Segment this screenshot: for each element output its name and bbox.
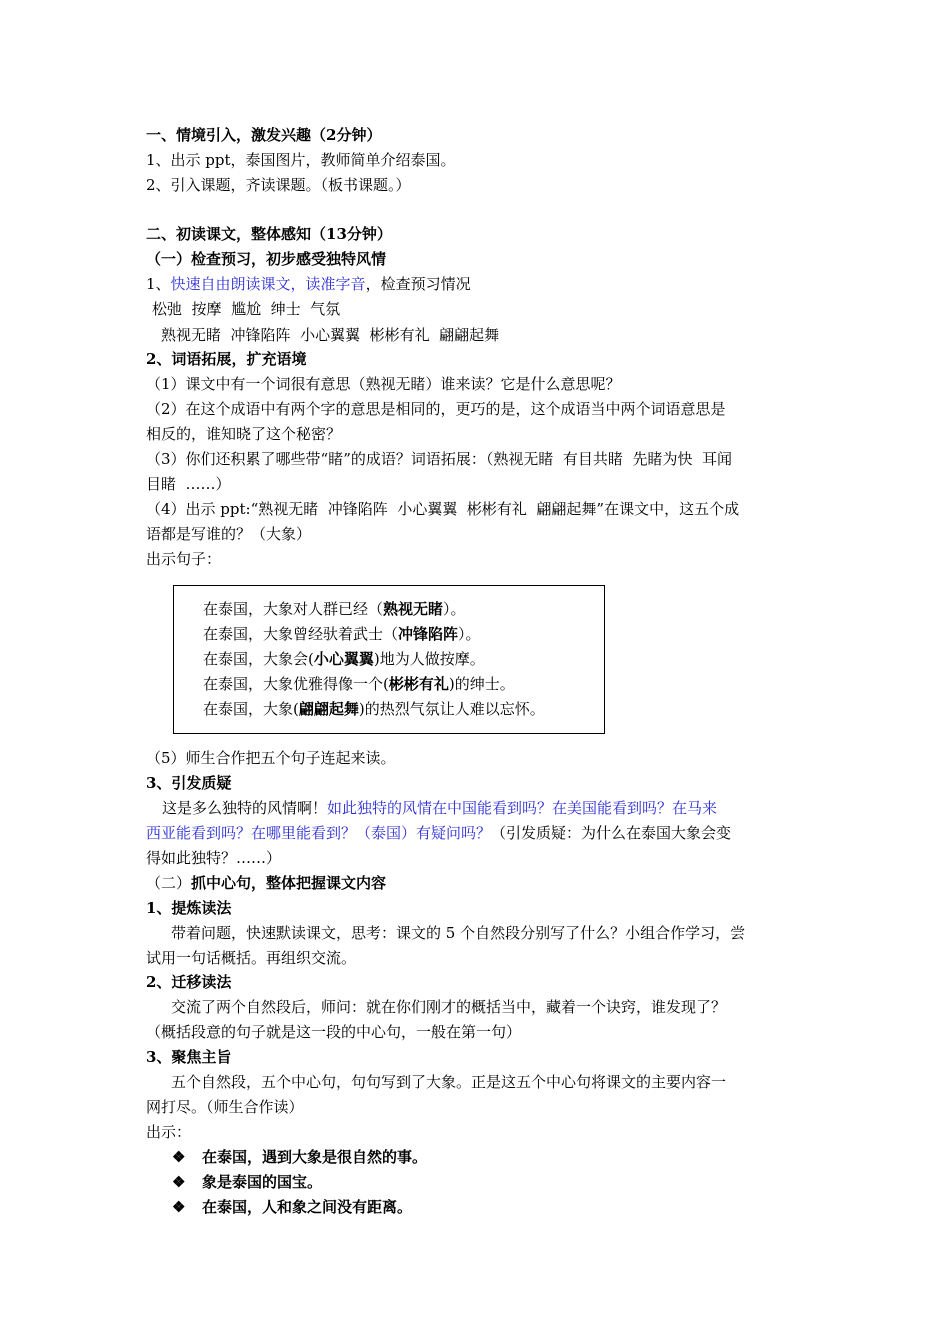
paragraph: 2、引入课题，齐读课题。（板书课题。）: [146, 176, 411, 194]
paragraph: 交流了两个自然段后，师问：就在你们刚才的概括当中，藏着一个诀窍，谁发现了？: [171, 998, 727, 1016]
bullet-item: [172, 1170, 322, 1195]
text: )的热烈气氛让人难以忘怀。: [358, 700, 545, 718]
idiom: 熟视无睹: [383, 600, 444, 618]
paragraph: [146, 272, 810, 297]
diamond-bullet-icon: ❖: [172, 1148, 186, 1166]
text: 在泰国，大象曾经驮着武士（: [203, 625, 399, 643]
box-sentence: [203, 697, 545, 722]
point-heading: 1、提炼读法: [146, 899, 232, 917]
idiom: 彬彬有礼: [388, 675, 449, 693]
text: 这是多么独特的风情啊！: [162, 799, 328, 817]
paragraph: （5）师生合作把五个句子连起来读。: [146, 749, 396, 767]
text: ）。: [443, 600, 466, 618]
box-sentence: [203, 622, 481, 647]
point-heading: 2、词语拓展，扩充语境: [146, 350, 307, 368]
paragraph: （1）课文中有一个词很有意思（熟视无睹）谁来读？它是什么意思呢？: [146, 375, 621, 393]
paragraph: 相反的，谁知晓了这个秘密？: [146, 425, 342, 443]
diamond-bullet-icon: ❖: [172, 1198, 186, 1216]
paragraph: （4）出示 ppt:“熟视无睹 冲锋陷阵 小心翼翼 彬彬有礼 翩翩起舞”在课文中，这五个成: [146, 500, 740, 518]
box-sentence: [203, 672, 515, 697]
highlight-text: 快速自由朗读课文，读准字音: [170, 275, 366, 293]
paragraph: （3）你们还积累了哪些带“睹”的成语？词语拓展：（熟视无睹 有目共睹 先睹为快 耳闻: [146, 450, 732, 468]
highlight-text: 如此独特的风情在中国能看到吗？在美国能看到吗？在马来: [327, 799, 718, 817]
section-heading-1: 一、情境引入，激发兴趣（2分钟）: [146, 126, 382, 144]
text: )地为人做按摩。: [373, 650, 485, 668]
word-list: 熟视无睹 冲锋陷阵 小心翼翼 彬彬有礼 翩翩起舞: [161, 326, 500, 344]
bullet-text: 在泰国，人和象之间没有距离。: [202, 1198, 413, 1216]
paragraph: [162, 796, 826, 821]
idiom: 翩翩起舞: [298, 700, 359, 718]
word-list: 松弛 按摩 尴尬 绅士 气氛: [152, 300, 341, 318]
paragraph: [146, 821, 810, 846]
bullet-text: 在泰国，遇到大象是很自然的事。: [202, 1148, 428, 1166]
subsection-heading: （一）检查预习，初步感受独特风情: [146, 250, 387, 268]
paragraph: 五个自然段，五个中心句，句句写到了大象。正是这五个中心句将课文的主要内容一: [171, 1073, 727, 1091]
sentence-box: [173, 585, 605, 734]
point-heading: 2、迁移读法: [146, 973, 232, 991]
paragraph: 目睹 ……）: [146, 475, 231, 493]
text: )的绅士。: [448, 675, 515, 693]
paragraph: 带着问题，快速默读课文，思考：课文的 5 个自然段分别写了什么？小组合作学习，尝: [171, 924, 746, 942]
paragraph: 1、出示 ppt，泰国图片，教师简单介绍泰国。: [146, 151, 456, 169]
paragraph: （2）在这个成语中有两个字的意思是相同的，更巧的是，这个成语当中两个词语意思是: [146, 400, 726, 418]
point-heading: 3、引发质疑: [146, 774, 232, 792]
text: ）。: [458, 625, 481, 643]
paragraph: 得如此独特？……）: [146, 849, 282, 867]
paragraph: 语都是写谁的？（大象）: [146, 525, 312, 543]
bullet-text: 象是泰国的国宝。: [202, 1173, 323, 1191]
text: 1、: [146, 275, 171, 293]
paragraph: 出示：: [146, 1123, 192, 1141]
idiom: 冲锋陷阵: [398, 625, 459, 643]
text: 在泰国，大象对人群已经（: [203, 600, 384, 618]
bullet-item: [172, 1145, 427, 1170]
text: 在泰国，大象优雅得像一个(: [203, 675, 389, 693]
text: ，检查预习情况: [365, 275, 471, 293]
idiom: 小心翼翼: [313, 650, 374, 668]
paragraph: 网打尽。（师生合作读）: [146, 1098, 304, 1116]
box-sentence: [203, 597, 466, 622]
section-heading-2: 二、初读课文，整体感知（13分钟）: [146, 225, 392, 243]
text: 在泰国，大象(: [203, 700, 299, 718]
text: 抓中心句，整体把握课文内容: [191, 874, 387, 892]
paragraph: 出示句子：: [146, 550, 222, 568]
bullet-item: [172, 1195, 412, 1220]
diamond-bullet-icon: ❖: [172, 1173, 186, 1191]
highlight-text: 西亚能看到吗？在哪里能看到？（泰国）有疑问吗？: [146, 824, 492, 842]
text: （引发质疑：为什么在泰国大象会变: [491, 824, 732, 842]
paragraph: 试用一句话概括。再组织交流。: [146, 949, 357, 967]
paragraph: （概括段意的句子就是这一段的中心句，一般在第一句）: [146, 1023, 522, 1041]
box-sentence: [203, 647, 485, 672]
point-heading: 3、聚焦主旨: [146, 1048, 232, 1066]
subsection-heading: [146, 871, 810, 896]
text: （二）: [146, 874, 192, 892]
text: 在泰国，大象会(: [203, 650, 314, 668]
